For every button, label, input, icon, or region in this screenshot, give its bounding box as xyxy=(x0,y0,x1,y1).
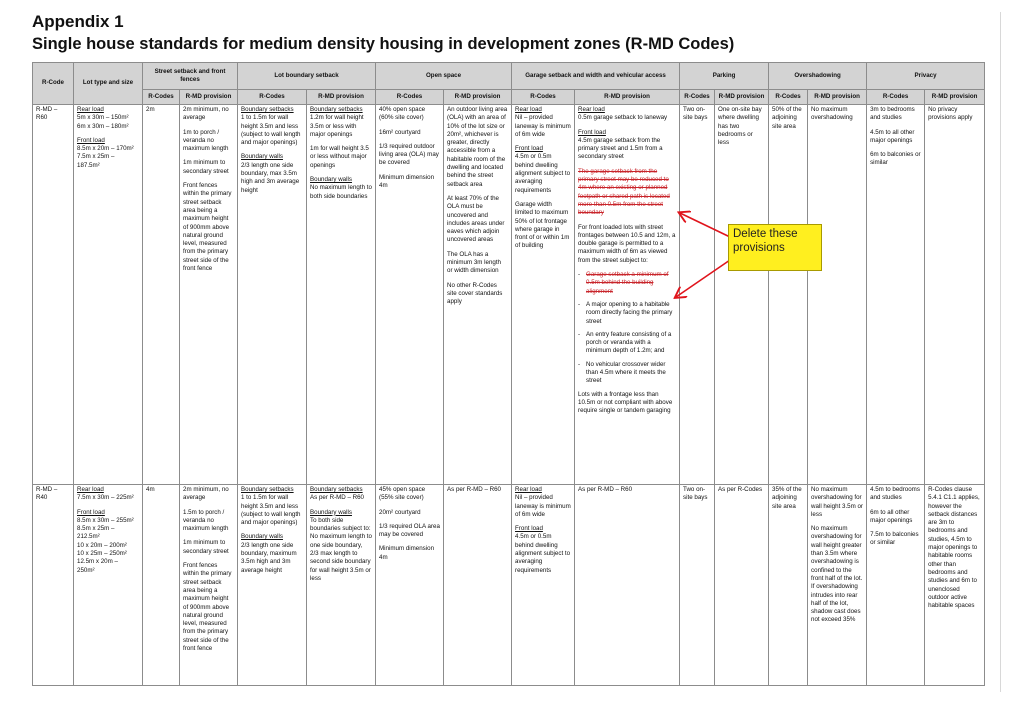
subheader-rmd: R-MD provision xyxy=(307,90,376,105)
page-edge-line xyxy=(1000,12,1001,692)
header-garage: Garage setback and width and vehicular access xyxy=(512,63,680,90)
list-item: - No vehicular crossover wider than 4.5m where it meets the street xyxy=(578,360,666,385)
list-item: - An entry feature consisting of a porch or veranda with a minimum depth of 1.2m; and xyxy=(578,330,672,355)
appendix-label: Appendix 1 xyxy=(32,12,124,31)
cell-overshadowing-rmd: No maximum overshadowing for wall height 3.5m or less No maximum overshadowing for wall height greater than 3.5m where overshadowing is confined to the front half of the lot. If overshadowing intrudes into rear half of the lot, shadow cast does not exceed 35% xyxy=(808,485,867,686)
list-item: - Garage setback a minimum of 0.5m behind the building alignment xyxy=(578,271,676,296)
cell-open-space-rcodes: 40% open space (60% site cover) 16m² courtyard 1/3 required outdoor living area (OLA) may be covered Minimum dimension 4m xyxy=(376,105,444,485)
cell-overshadowing-rcodes: 50% of the adjoining site area xyxy=(769,105,808,485)
cell-lot-boundary-rcodes: Boundary setbacks 1 to 1.5m for wall height 3.5m and less (subject to wall length and major openings) Boundary walls 2/3 length one side boundary, max 3.5m high and 3m average height xyxy=(238,105,307,485)
subheader-rcodes: R-Codes xyxy=(769,90,808,105)
subheader-rcodes: R-Codes xyxy=(512,90,575,105)
header-overshadowing: Overshadowing xyxy=(769,63,867,90)
subheader-rmd: R-MD provision xyxy=(180,90,238,105)
header-privacy: Privacy xyxy=(867,63,985,90)
subheader-rcodes: R-Codes xyxy=(680,90,715,105)
cell-open-space-rmd: As per R-MD – R60 xyxy=(444,485,512,686)
cell-overshadowing-rcodes: 35% of the adjoining site area xyxy=(769,485,808,686)
subheader-rmd: R-MD provision xyxy=(575,90,680,105)
cell-r-code: R-MD – R60 xyxy=(33,105,74,485)
cell-garage-rcodes: Rear load Nil – provided laneway is minimum of 6m wide Front load 4.5m or 0.5m behind dwelling alignment subject to averaging requirements xyxy=(512,485,575,686)
subheader-rmd: R-MD provision xyxy=(808,90,867,105)
subheader-rcodes: R-Codes xyxy=(238,90,307,105)
subheader-rmd: R-MD provision xyxy=(925,90,985,105)
document-title: Single house standards for medium density housing in development zones (R-MD Codes) xyxy=(32,35,735,53)
cell-parking-rmd: As per R-Codes xyxy=(715,485,769,686)
delete-provisions-callout: Delete these provisions xyxy=(728,224,822,271)
cell-parking-rcodes: Two on-site bays xyxy=(680,105,715,485)
cell-street-rmd: 2m minimum, no average 1.5m to porch / veranda no maximum length 1m minimum to secondary street Front fences within the primary street setback area being a maximum height of 900mm above natural ground level, measured from the primary street side of the front fence xyxy=(180,485,238,686)
cell-garage-rmd: As per R-MD – R60 xyxy=(575,485,680,686)
cell-street-rcodes: 2m xyxy=(143,105,180,485)
cell-privacy-rmd: R-Codes clause 5.4.1 C1.1 applies, however the setback distances are 3m to bedrooms and studies, 4.5m to major openings to habitable rooms other than bedrooms and studies and 6m to unenclosed outdoor active habitable spaces xyxy=(925,485,985,686)
header-street-setback: Street setback and front fences xyxy=(143,63,238,90)
cell-parking-rcodes: Two on-site bays xyxy=(680,485,715,686)
cell-open-space-rmd: An outdoor living area (OLA) with an area of 10% of the lot size or 20m², whichever is greater, directly accessible from a habitable room of the dwelling and located behind the street setback area At least 70% of the OLA must be uncovered and includes areas under eaves which adjoin uncovered areas The OLA has a minimum 3m length or width dimension No other R-Codes site cover standards apply xyxy=(444,105,512,485)
header-parking: Parking xyxy=(680,63,769,90)
cell-street-rcodes: 4m xyxy=(143,485,180,686)
header-lot-type: Lot type and size xyxy=(74,63,143,105)
subheader-rmd: R-MD provision xyxy=(715,90,769,105)
cell-overshadowing-rmd: No maximum overshadowing xyxy=(808,105,867,485)
header-r-code: R-Code xyxy=(33,63,74,105)
cell-garage-rcodes: Rear load Nil – provided laneway is minimum of 6m wide Front load 4.5m or 0.5m behind dwelling alignment subject to averaging requirements Garage width limited to maximum 50% of lot frontage where garage in front of or within 1m of building xyxy=(512,105,575,485)
deleted-provision-1: The garage setback from the primary street may be reduced to 4m where an existing or planned footpath or shared path is located more than 0.5m from the street boundary xyxy=(578,167,670,217)
cell-privacy-rcodes: 4.5m to bedrooms and studies 6m to all other major openings 7.5m to balconies or similar xyxy=(867,485,925,686)
standards-table xyxy=(32,62,985,686)
deleted-provision-2: Garage setback a minimum of 0.5m behind the building alignment xyxy=(586,271,669,295)
subheader-rcodes: R-Codes xyxy=(867,90,925,105)
cell-privacy-rmd: No privacy provisions apply xyxy=(925,105,985,485)
list-item: - A major opening to a habitable room directly facing the primary street xyxy=(578,300,673,325)
cell-street-rmd: 2m minimum, no average 1m to porch / veranda no maximum length 1m minimum to secondary street Front fences within the primary street setback area being a maximum height of 900mm above natural ground level, measured from the primary street side of the front fence xyxy=(180,105,238,485)
subheader-rcodes: R-Codes xyxy=(143,90,180,105)
cell-lot-boundary-rmd: Boundary setbacks As per R-MD – R60 Boundary walls To both side boundaries subject to: No maximum length to one side boundary, 2/3 max length to second side boundary for wall height 3.5m or less xyxy=(307,485,376,686)
cell-lot-type: Rear load 5m x 30m – 150m² 6m x 30m – 180m² Front load 8.5m x 20m – 170m² 7.5m x 25m – 187.5m² xyxy=(74,105,143,485)
cell-lot-type: Rear load 7.5m x 30m – 225m² Front load 8.5m x 30m – 255m² 8.5m x 25m – 212.5m² 10 x 20m – 200m² 10 x 25m – 250m² 12.5m x 20m – 250m² xyxy=(74,485,143,686)
cell-garage-rmd: Rear load 0.5m garage setback to laneway Front load 4.5m garage setback from the primary street and 1.5m from a secondary street The garage setback from the primary street may be reduced to 4m where an existing or planned footpath or shared path is located more than 0.5m from the street boundary For front loaded lots with street frontages between 10.5 and 12m, a double garage is permitted to a maximum width of 6m as viewed from the street subject to: - Garage setback a minimum of 0.5m behind the building alignment - A major opening to a habitable room directly facing the primary street - An entry feature consisting of a porch or veranda with a minimum depth of 1.2m; and - No vehicular crossover wider than 4.5m where it meets the street Lots with a frontage less than 10.5m or not compliant with above require single or tandem garaging xyxy=(575,105,680,485)
cell-r-code: R-MD – R40 xyxy=(33,485,74,686)
cell-lot-boundary-rcodes: Boundary setbacks 1 to 1.5m for wall height 3.5m and less (subject to wall length and major openings) Boundary walls 2/3 length one side boundary, maximum 3.5m high and 3m average height xyxy=(238,485,307,686)
cell-privacy-rcodes: 3m to bedrooms and studies 4.5m to all other major openings 6m to balconies or similar xyxy=(867,105,925,485)
table-row xyxy=(33,105,985,485)
subheader-rcodes: R-Codes xyxy=(376,90,444,105)
cell-open-space-rcodes: 45% open space (55% site cover) 20m² courtyard 1/3 required OLA area may be covered Minimum dimension 4m xyxy=(376,485,444,686)
cell-parking-rmd: One on-site bay where dwelling has two bedrooms or less xyxy=(715,105,769,485)
header-open-space: Open space xyxy=(376,63,512,90)
cell-lot-boundary-rmd: Boundary setbacks 1.2m for wall height 3.5m or less with major openings 1m for wall height 3.5 or less without major openings Boundary walls No maximum length to both side boundaries xyxy=(307,105,376,485)
header-lot-boundary: Lot boundary setback xyxy=(238,63,376,90)
subheader-rmd: R-MD provision xyxy=(444,90,512,105)
table-row xyxy=(33,485,985,686)
